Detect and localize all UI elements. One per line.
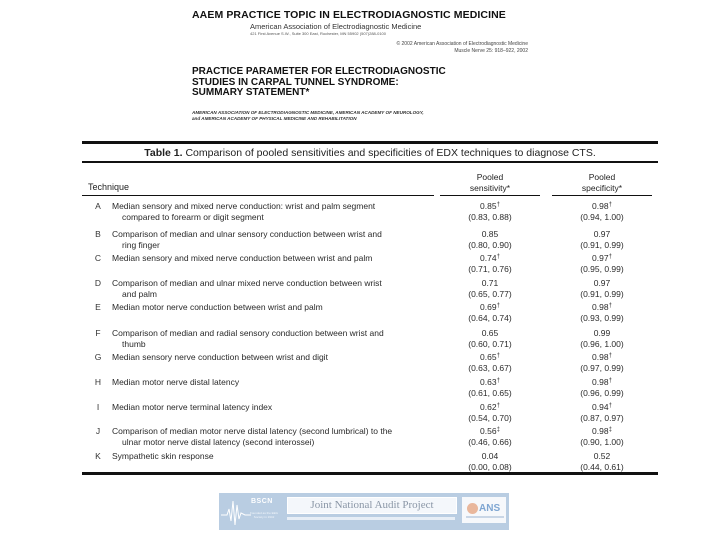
sensitivity-cell: [440, 229, 540, 251]
article-title-line-2: STUDIES IN CARPAL TUNNEL SYNDROME:: [192, 76, 399, 88]
description-line-2: compared to forearm or digit segment: [122, 212, 264, 222]
sensitivity-value: 0.69: [480, 302, 497, 312]
table-caption-rule: [82, 161, 658, 163]
description-line-1: Median sensory and mixed nerve conduction: wrist and palm segment: [112, 201, 376, 211]
article-title-line-1: PRACTICE PARAMETER FOR ELECTRODIAGNOSTIC: [192, 66, 446, 77]
article-title: [192, 67, 446, 99]
specificity-header-line-2: specificity*: [581, 183, 623, 193]
specificity-ci: (0.93, 0.99): [580, 313, 624, 323]
specificity-ci: (0.44, 0.61): [580, 462, 624, 472]
specificity-cell: [552, 201, 652, 223]
jnap-title-box: [287, 497, 457, 514]
row-letter: A: [95, 201, 101, 211]
row-letter: G: [94, 352, 102, 362]
specificity-cell: [552, 426, 652, 448]
sensitivity-value: 0.74: [480, 253, 497, 263]
sensitivity-value: 0.71: [481, 278, 499, 288]
globe-icon: [467, 503, 478, 514]
specificity-value: 0.94: [592, 402, 609, 412]
specificity-cell: [552, 352, 652, 374]
specificity-ci: (0.96, 1.00): [580, 339, 624, 349]
specificity-cell: [552, 229, 652, 251]
specificity-cell: [552, 253, 652, 275]
row-letter: F: [95, 328, 101, 338]
header-rule-specificity: [552, 195, 652, 196]
authors-line-2: and AMERICAN ACADEMY OF PHYSICAL MEDICINE AND REHABILITATION: [192, 116, 357, 121]
ans-label: ANS: [479, 503, 501, 514]
row-letter: H: [94, 377, 102, 387]
description-line-2: ulnar motor nerve distal latency (second interossei): [122, 437, 315, 447]
specificity-ci: (0.91, 0.99): [580, 240, 624, 250]
specificity-cell: [552, 377, 652, 399]
specificity-cell: [552, 278, 652, 300]
specificity-cell: [552, 451, 652, 473]
sensitivity-ci: (0.00, 0.08): [468, 462, 512, 472]
journal-series-title: AAEM PRACTICE TOPIC IN ELECTRODIAGNOSTIC MEDICINE: [192, 9, 506, 21]
description-line-1: Sympathetic skin response: [112, 451, 214, 461]
specificity-value: 0.52: [593, 451, 611, 461]
sensitivity-value: 0.56: [480, 426, 497, 436]
row-letter: B: [95, 229, 101, 239]
sensitivity-ci: (0.63, 0.67): [468, 363, 512, 373]
description-line-1: Comparison of median and ulnar sensory conduction between wrist and: [112, 229, 382, 239]
table-top-rule: [82, 141, 658, 144]
specificity-header-line-1: Pooled: [588, 172, 616, 182]
sensitivity-footnote-mark: †: [496, 378, 500, 384]
description-line-1: Comparison of median and radial sensory conduction between wrist and: [112, 328, 384, 338]
copyright-line: © 2002 American Association of Electrodiagnostic Medicine: [396, 41, 528, 47]
specificity-footnote-mark: †: [608, 202, 612, 208]
copyright-block: [396, 41, 528, 55]
sensitivity-header-line-2: sensitivity*: [469, 183, 511, 193]
header-rule-sensitivity: [440, 195, 540, 196]
specificity-ci: (0.94, 1.00): [580, 212, 624, 222]
sensitivity-value: 0.65: [480, 352, 497, 362]
row-letter: I: [96, 402, 100, 412]
column-header-specificity: [552, 172, 652, 194]
sensitivity-value: 0.85: [481, 229, 499, 239]
column-header-sensitivity: [440, 172, 540, 194]
authors-line-1: AMERICAN ASSOCIATION OF ELECTRODIAGNOSTIC MEDICINE, AMERICAN ACADEMY OF NEUROLOGY,: [192, 110, 424, 115]
sensitivity-footnote-mark: †: [496, 202, 500, 208]
sensitivity-ci: (0.60, 0.71): [468, 339, 512, 349]
sensitivity-cell: [440, 328, 540, 350]
specificity-value: 0.97: [593, 278, 611, 288]
table-caption-text: Comparison of pooled sensitivities and specificities of EDX techniques to diagnose CTS.: [182, 147, 596, 159]
sensitivity-cell: [440, 352, 540, 374]
sensitivity-ci: (0.46, 0.66): [468, 437, 512, 447]
sensitivity-footnote-mark: ‡: [496, 427, 500, 433]
citation-line: Muscle Nerve 25: 918–922, 2002: [454, 48, 528, 54]
row-letter: J: [95, 426, 101, 436]
sensitivity-cell: [440, 278, 540, 300]
sensitivity-footnote-mark: †: [496, 353, 500, 359]
footer-banner: [219, 493, 509, 530]
sensitivity-cell: [440, 302, 540, 324]
description-line-1: Median sensory nerve conduction between wrist and digit: [112, 352, 328, 362]
specificity-value: 0.98: [592, 377, 609, 387]
specificity-footnote-mark: †: [608, 254, 612, 260]
ans-logo: [462, 497, 506, 523]
sensitivity-header-line-1: Pooled: [476, 172, 504, 182]
specificity-value: 0.98: [592, 352, 609, 362]
sensitivity-cell: [440, 201, 540, 223]
description-line-1: Median motor nerve conduction between wrist and palm: [112, 302, 323, 312]
table-bottom-rule: [82, 472, 658, 475]
specificity-ci: (0.90, 1.00): [580, 437, 624, 447]
specificity-footnote-mark: †: [608, 303, 612, 309]
sensitivity-value: 0.62: [480, 402, 497, 412]
bscn-label: BSCN: [251, 498, 273, 505]
column-header-technique: Technique: [88, 182, 130, 192]
specificity-value: 0.98: [592, 426, 609, 436]
article-title-line-3: SUMMARY STATEMENT*: [192, 87, 310, 98]
sensitivity-cell: [440, 451, 540, 473]
description-line-1: Median motor nerve terminal latency index: [112, 402, 273, 412]
jnap-underline: [287, 517, 455, 520]
sensitivity-value: 0.63: [480, 377, 497, 387]
description-line-1: Comparison of median motor nerve distal latency (second lumbrical) to the: [112, 426, 393, 436]
sensitivity-footnote-mark: †: [496, 254, 500, 260]
description-line-1: Comparison of median and ulnar mixed nerve conduction between wrist: [112, 278, 382, 288]
specificity-cell: [552, 302, 652, 324]
specificity-ci: (0.97, 0.99): [580, 363, 624, 373]
bscn-logo: [221, 495, 281, 528]
sensitivity-ci: (0.61, 0.65): [468, 388, 512, 398]
description-line-2: thumb: [122, 339, 146, 349]
sensitivity-cell: [440, 377, 540, 399]
bscn-subtitle: Founded as the EEG Society in 1942: [249, 511, 279, 519]
description-line-2: ring finger: [122, 240, 160, 250]
specificity-ci: (0.87, 0.97): [580, 413, 624, 423]
ans-subtitle-bar: [466, 516, 504, 518]
table-caption-label: Table 1.: [144, 147, 183, 159]
sensitivity-footnote-mark: †: [496, 403, 500, 409]
jnap-title: Joint National Audit Project: [310, 499, 434, 511]
sensitivity-cell: [440, 426, 540, 448]
specificity-ci: (0.95, 0.99): [580, 264, 624, 274]
sensitivity-ci: (0.54, 0.70): [468, 413, 512, 423]
sensitivity-value: 0.04: [481, 451, 499, 461]
specificity-value: 0.97: [592, 253, 609, 263]
row-letter: C: [94, 253, 102, 263]
specificity-footnote-mark: ‡: [608, 427, 612, 433]
row-letter: K: [95, 451, 101, 461]
specificity-cell: [552, 328, 652, 350]
specificity-footnote-mark: †: [608, 403, 612, 409]
specificity-ci: (0.91, 0.99): [580, 289, 624, 299]
header-rule-technique: [82, 195, 434, 196]
sensitivity-ci: (0.64, 0.74): [468, 313, 512, 323]
table-caption: [82, 147, 658, 159]
association-name: American Association of Electrodiagnostic Medicine: [250, 22, 422, 31]
row-letter: E: [95, 302, 101, 312]
description-line-1: Median motor nerve distal latency: [112, 377, 240, 387]
description-line-1: Median sensory and mixed nerve conduction between wrist and palm: [112, 253, 373, 263]
sensitivity-ci: (0.83, 0.88): [468, 212, 512, 222]
sensitivity-ci: (0.71, 0.76): [468, 264, 512, 274]
sensitivity-footnote-mark: †: [496, 303, 500, 309]
sensitivity-ci: (0.65, 0.77): [468, 289, 512, 299]
specificity-footnote-mark: †: [608, 353, 612, 359]
sensitivity-cell: [440, 253, 540, 275]
row-letter: D: [94, 278, 102, 288]
specificity-footnote-mark: †: [608, 378, 612, 384]
specificity-value: 0.98: [592, 201, 609, 211]
sensitivity-value: 0.65: [481, 328, 499, 338]
specificity-value: 0.97: [593, 229, 611, 239]
sensitivity-cell: [440, 402, 540, 424]
sensitivity-ci: (0.80, 0.90): [468, 240, 512, 250]
article-authors: [192, 110, 424, 122]
sensitivity-value: 0.85: [480, 201, 497, 211]
specificity-value: 0.99: [593, 328, 611, 338]
specificity-cell: [552, 402, 652, 424]
association-address: 421 First Avenue S.W., Suite 300 East, Rochester, MN 55902 (507)288-0100: [250, 31, 387, 36]
specificity-ci: (0.96, 0.99): [580, 388, 624, 398]
specificity-value: 0.98: [592, 302, 609, 312]
description-line-2: and palm: [122, 289, 157, 299]
